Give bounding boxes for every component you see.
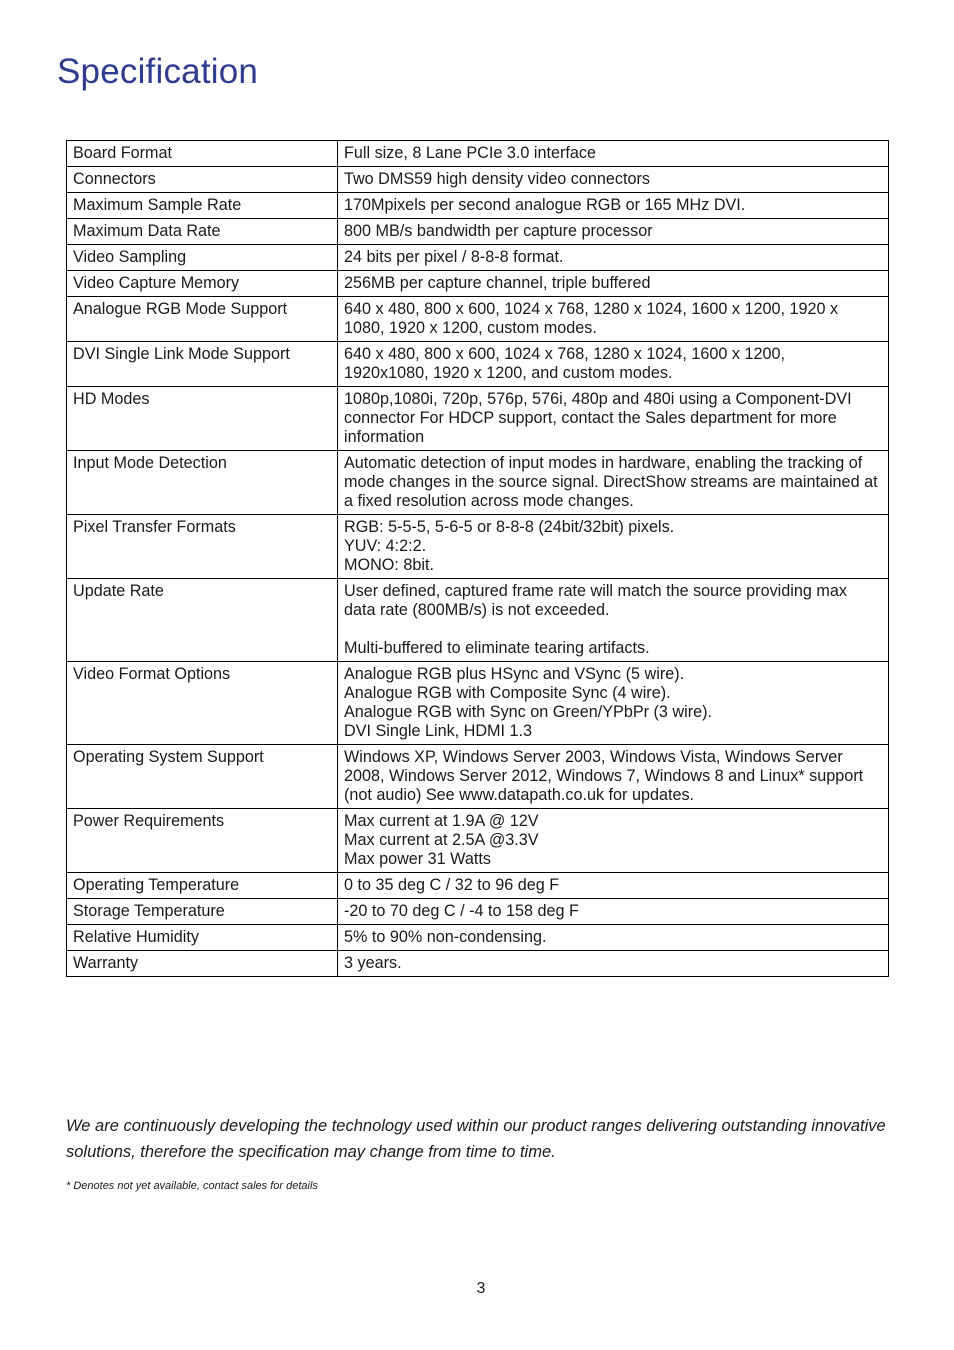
table-row xyxy=(67,297,889,342)
table-row xyxy=(67,809,889,873)
spec-label: Storage Temperature xyxy=(67,899,338,925)
spec-value: 640 x 480, 800 x 600, 1024 x 768, 1280 x 1024, 1600 x 1200, 1920x1080, 1920 x 1200, and custom modes. xyxy=(338,342,889,387)
spec-label: Board Format xyxy=(67,141,338,167)
spec-value: 256MB per capture channel, triple buffered xyxy=(338,271,889,297)
table-row xyxy=(67,271,889,297)
table-row xyxy=(67,451,889,515)
spec-value: 800 MB/s bandwidth per capture processor xyxy=(338,219,889,245)
spec-label: Connectors xyxy=(67,167,338,193)
spec-value: Full size, 8 Lane PCIe 3.0 interface xyxy=(338,141,889,167)
table-row xyxy=(67,193,889,219)
spec-label: DVI Single Link Mode Support xyxy=(67,342,338,387)
spec-value: Automatic detection of input modes in hardware, enabling the tracking of mode changes in the source signal. DirectShow streams are maintained at a fixed resolution across mode changes. xyxy=(338,451,889,515)
disclaimer-text: We are continuously developing the technology used within our product ranges delivering outstanding innovative solutions, therefore the specification may change from time to time. xyxy=(66,1117,886,1161)
spec-value: 170Mpixels per second analogue RGB or 165 MHz DVI. xyxy=(338,193,889,219)
table-row xyxy=(67,873,889,899)
table-row xyxy=(67,951,889,977)
table-row xyxy=(67,141,889,167)
spec-value: 640 x 480, 800 x 600, 1024 x 768, 1280 x 1024, 1600 x 1200, 1920 x 1080, 1920 x 1200, custom modes. xyxy=(338,297,889,342)
table-row xyxy=(67,167,889,193)
spec-label: Power Requirements xyxy=(67,809,338,873)
spec-label: Maximum Sample Rate xyxy=(67,193,338,219)
spec-label: Video Capture Memory xyxy=(67,271,338,297)
table-row xyxy=(67,925,889,951)
spec-value: -20 to 70 deg C / -4 to 158 deg F xyxy=(338,899,889,925)
spec-label: Warranty xyxy=(67,951,338,977)
spec-value: Two DMS59 high density video connectors xyxy=(338,167,889,193)
page-title: Specification xyxy=(57,52,259,91)
spec-label: Maximum Data Rate xyxy=(67,219,338,245)
spec-value: 0 to 35 deg C / 32 to 96 deg F xyxy=(338,873,889,899)
table-row xyxy=(67,899,889,925)
spec-value: 5% to 90% non-condensing. xyxy=(338,925,889,951)
spec-label: Relative Humidity xyxy=(67,925,338,951)
spec-label: Pixel Transfer Formats xyxy=(67,515,338,579)
spec-label: Video Sampling xyxy=(67,245,338,271)
spec-value: Max current at 1.9A @ 12V Max current at 2.5A @3.3V Max power 31 Watts xyxy=(338,809,889,873)
specification-table-body xyxy=(67,141,889,977)
spec-label: Video Format Options xyxy=(67,662,338,745)
spec-label: Operating System Support xyxy=(67,745,338,809)
spec-value: RGB: 5-5-5, 5-6-5 or 8-8-8 (24bit/32bit) pixels. YUV: 4:2:2. MONO: 8bit. xyxy=(338,515,889,579)
table-row xyxy=(67,245,889,271)
spec-label: Operating Temperature xyxy=(67,873,338,899)
table-row xyxy=(67,579,889,662)
spec-value: User defined, captured frame rate will match the source providing max data rate (800MB/s) is not exceeded. Multi-buffered to eliminate tearing artifacts. xyxy=(338,579,889,662)
table-row xyxy=(67,219,889,245)
spec-label: HD Modes xyxy=(67,387,338,451)
spec-value: 24 bits per pixel / 8-8-8 format. xyxy=(338,245,889,271)
footnote-text: * Denotes not yet available, contact sales for details xyxy=(66,1180,318,1192)
spec-label: Analogue RGB Mode Support xyxy=(67,297,338,342)
table-row xyxy=(67,745,889,809)
spec-value: 3 years. xyxy=(338,951,889,977)
specification-table xyxy=(66,140,889,977)
spec-label: Update Rate xyxy=(67,579,338,662)
spec-value: 1080p,1080i, 720p, 576p, 576i, 480p and 480i using a Component-DVI connector For HDCP support, contact the Sales department for more information xyxy=(338,387,889,451)
table-row xyxy=(67,515,889,579)
table-row xyxy=(67,387,889,451)
spec-value: Analogue RGB plus HSync and VSync (5 wire). Analogue RGB with Composite Sync (4 wire). Analogue RGB with Sync on Green/YPbPr (3 wire). DVI Single Link, HDMI 1.3 xyxy=(338,662,889,745)
spec-label: Input Mode Detection xyxy=(67,451,338,515)
table-row xyxy=(67,662,889,745)
page-number: 3 xyxy=(476,1280,486,1297)
spec-value: Windows XP, Windows Server 2003, Windows Vista, Windows Server 2008, Windows Server 2012, Windows 7, Windows 8 and Linux* support (not audio) See www.datapath.co.uk for updates. xyxy=(338,745,889,809)
table-row xyxy=(67,342,889,387)
